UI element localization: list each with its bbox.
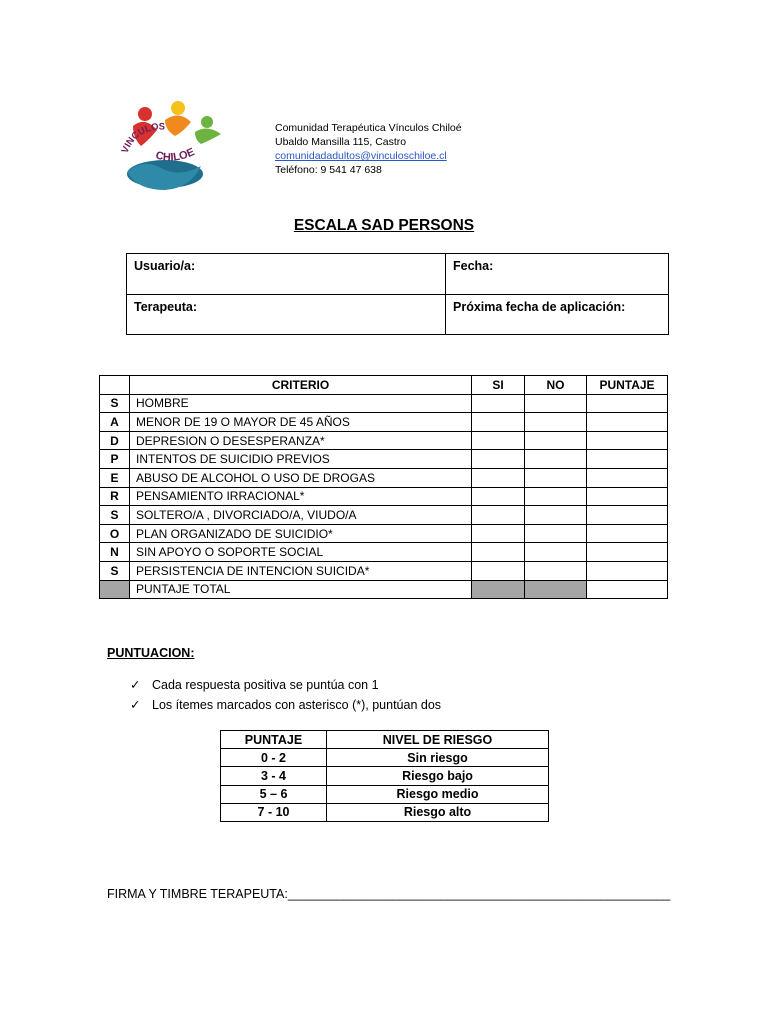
- fecha-label: Fecha:: [453, 259, 494, 273]
- criteria-row: [100, 394, 668, 413]
- rule-item: [130, 677, 379, 692]
- fecha-field[interactable]: [446, 254, 669, 294]
- no-cell[interactable]: [525, 450, 587, 469]
- rule-item: [130, 697, 441, 712]
- signature-line[interactable]: FIRMA Y TIMBRE TERAPEUTA:_______________________________________________________: [107, 887, 671, 901]
- no-cell[interactable]: [525, 524, 587, 543]
- logo-figure-head: [201, 116, 213, 128]
- puntaje-cell[interactable]: [587, 468, 668, 487]
- check-icon: ✓: [130, 698, 141, 712]
- terapeuta-label: Terapeuta:: [134, 300, 197, 314]
- si-cell[interactable]: [472, 450, 525, 469]
- no-cell[interactable]: [525, 561, 587, 580]
- puntaje-cell[interactable]: [587, 543, 668, 562]
- puntaje-cell[interactable]: [587, 413, 668, 432]
- org-name: Comunidad Terapéutica Vínculos Chiloé: [275, 122, 462, 134]
- criteria-letter: S: [100, 561, 130, 580]
- criteria-row: [100, 450, 668, 469]
- risk-puntaje-header: PUNTAJE: [221, 731, 327, 749]
- puntaje-cell[interactable]: [587, 506, 668, 525]
- si-cell[interactable]: [472, 487, 525, 506]
- criteria-row: [100, 561, 668, 580]
- total-row: [100, 580, 668, 599]
- criteria-text: MENOR DE 19 O MAYOR DE 45 AÑOS: [130, 413, 472, 432]
- puntaje-cell[interactable]: [587, 394, 668, 413]
- si-cell[interactable]: [472, 413, 525, 432]
- si-cell[interactable]: [472, 431, 525, 450]
- criteria-text: ABUSO DE ALCOHOL O USO DE DROGAS: [130, 468, 472, 487]
- total-label: PUNTAJE TOTAL: [130, 580, 472, 599]
- risk-level-table: [220, 730, 549, 822]
- puntaje-cell[interactable]: [587, 450, 668, 469]
- criteria-text: INTENTOS DE SUICIDIO PREVIOS: [130, 450, 472, 469]
- criteria-text: SOLTERO/A , DIVORCIADO/A, VIUDO/A: [130, 506, 472, 525]
- check-icon: ✓: [130, 678, 141, 692]
- si-cell[interactable]: [472, 543, 525, 562]
- risk-row: [221, 803, 549, 821]
- si-cell[interactable]: [472, 468, 525, 487]
- svg-text:CHILOE: [154, 146, 196, 164]
- no-cell[interactable]: [525, 431, 587, 450]
- criteria-letter: S: [100, 506, 130, 525]
- puntaje-header: PUNTAJE: [587, 376, 668, 395]
- logo-figure-body: [165, 115, 191, 136]
- puntaje-cell[interactable]: [587, 431, 668, 450]
- puntaje-total-cell[interactable]: [587, 580, 668, 599]
- criteria-row: [100, 431, 668, 450]
- org-email-link[interactable]: comunidadadultos@vinculoschiloe.cl: [275, 150, 447, 162]
- no-cell[interactable]: [525, 394, 587, 413]
- criteria-row: [100, 413, 668, 432]
- terapeuta-field[interactable]: [127, 295, 445, 335]
- logo-text-top: VINCULOS: [119, 121, 165, 155]
- criteria-letter: S: [100, 394, 130, 413]
- si-header: SI: [472, 376, 525, 395]
- rule-text: Los ítemes marcados con asterisco (*), puntúan dos: [152, 698, 442, 712]
- letter-header: [100, 376, 130, 395]
- risk-nivel: Riesgo medio: [327, 785, 549, 803]
- total-letter-cell: [100, 580, 130, 599]
- criteria-row: [100, 524, 668, 543]
- usuario-field[interactable]: [127, 254, 445, 294]
- criterio-header: CRITERIO: [130, 376, 472, 395]
- criteria-letter: P: [100, 450, 130, 469]
- organization-logo: [103, 96, 227, 196]
- proxima-fecha-label: Próxima fecha de aplicación:: [453, 300, 626, 314]
- criteria-letter: R: [100, 487, 130, 506]
- risk-row: [221, 785, 549, 803]
- usuario-label: Usuario/a:: [134, 259, 196, 273]
- risk-nivel: Sin riesgo: [327, 749, 549, 767]
- risk-row: [221, 749, 549, 767]
- logo-figure-head: [138, 107, 152, 121]
- si-cell[interactable]: [472, 506, 525, 525]
- criteria-row: [100, 543, 668, 562]
- criteria-header-row: [100, 376, 668, 395]
- no-total-cell: [525, 580, 587, 599]
- risk-puntaje: 0 - 2: [221, 749, 327, 767]
- org-address: Ubaldo Mansilla 115, Castro: [275, 136, 407, 148]
- risk-puntaje: 5 – 6: [221, 785, 327, 803]
- criteria-text: PERSISTENCIA DE INTENCION SUICIDA*: [130, 561, 472, 580]
- si-cell[interactable]: [472, 394, 525, 413]
- puntaje-cell[interactable]: [587, 524, 668, 543]
- puntaje-cell[interactable]: [587, 487, 668, 506]
- risk-puntaje: 7 - 10: [221, 803, 327, 821]
- si-cell[interactable]: [472, 561, 525, 580]
- criteria-letter: E: [100, 468, 130, 487]
- logo-figure-body: [195, 128, 221, 144]
- si-cell[interactable]: [472, 524, 525, 543]
- no-cell[interactable]: [525, 543, 587, 562]
- document-title: ESCALA SAD PERSONS: [293, 217, 475, 234]
- criteria-row: [100, 506, 668, 525]
- no-header: NO: [525, 376, 587, 395]
- criteria-text: HOMBRE: [130, 394, 472, 413]
- criteria-table: [99, 375, 668, 599]
- puntaje-cell[interactable]: [587, 561, 668, 580]
- criteria-text: DEPRESION O DESESPERANZA*: [130, 431, 472, 450]
- criteria-text: SIN APOYO O SOPORTE SOCIAL: [130, 543, 472, 562]
- patient-info-box: [126, 253, 669, 335]
- org-phone: Teléfono: 9 541 47 638: [275, 164, 382, 176]
- contact-block: [275, 121, 462, 177]
- criteria-row: [100, 487, 668, 506]
- risk-row: [221, 767, 549, 785]
- logo-figure-head: [171, 101, 185, 115]
- puntuacion-title: PUNTUACION:: [107, 646, 195, 660]
- criteria-letter: A: [100, 413, 130, 432]
- criteria-text: PENSAMIENTO IRRACIONAL*: [130, 487, 472, 506]
- rule-text: Cada respuesta positiva se puntúa con 1: [152, 678, 379, 692]
- no-cell[interactable]: [525, 413, 587, 432]
- no-cell[interactable]: [525, 487, 587, 506]
- risk-nivel: Riesgo bajo: [327, 767, 549, 785]
- criteria-letter: O: [100, 524, 130, 543]
- no-cell[interactable]: [525, 506, 587, 525]
- risk-puntaje: 3 - 4: [221, 767, 327, 785]
- si-total-cell: [472, 580, 525, 599]
- criteria-text: PLAN ORGANIZADO DE SUICIDIO*: [130, 524, 472, 543]
- criteria-row: [100, 468, 668, 487]
- criteria-letter: N: [100, 543, 130, 562]
- logo-text-bottom: CHILOE: [154, 146, 197, 164]
- criteria-letter: D: [100, 431, 130, 450]
- risk-nivel: Riesgo alto: [327, 803, 549, 821]
- proxima-fecha-field[interactable]: [446, 295, 669, 335]
- risk-header-row: [221, 731, 549, 749]
- no-cell[interactable]: [525, 468, 587, 487]
- risk-nivel-header: NIVEL DE RIESGO: [327, 731, 549, 749]
